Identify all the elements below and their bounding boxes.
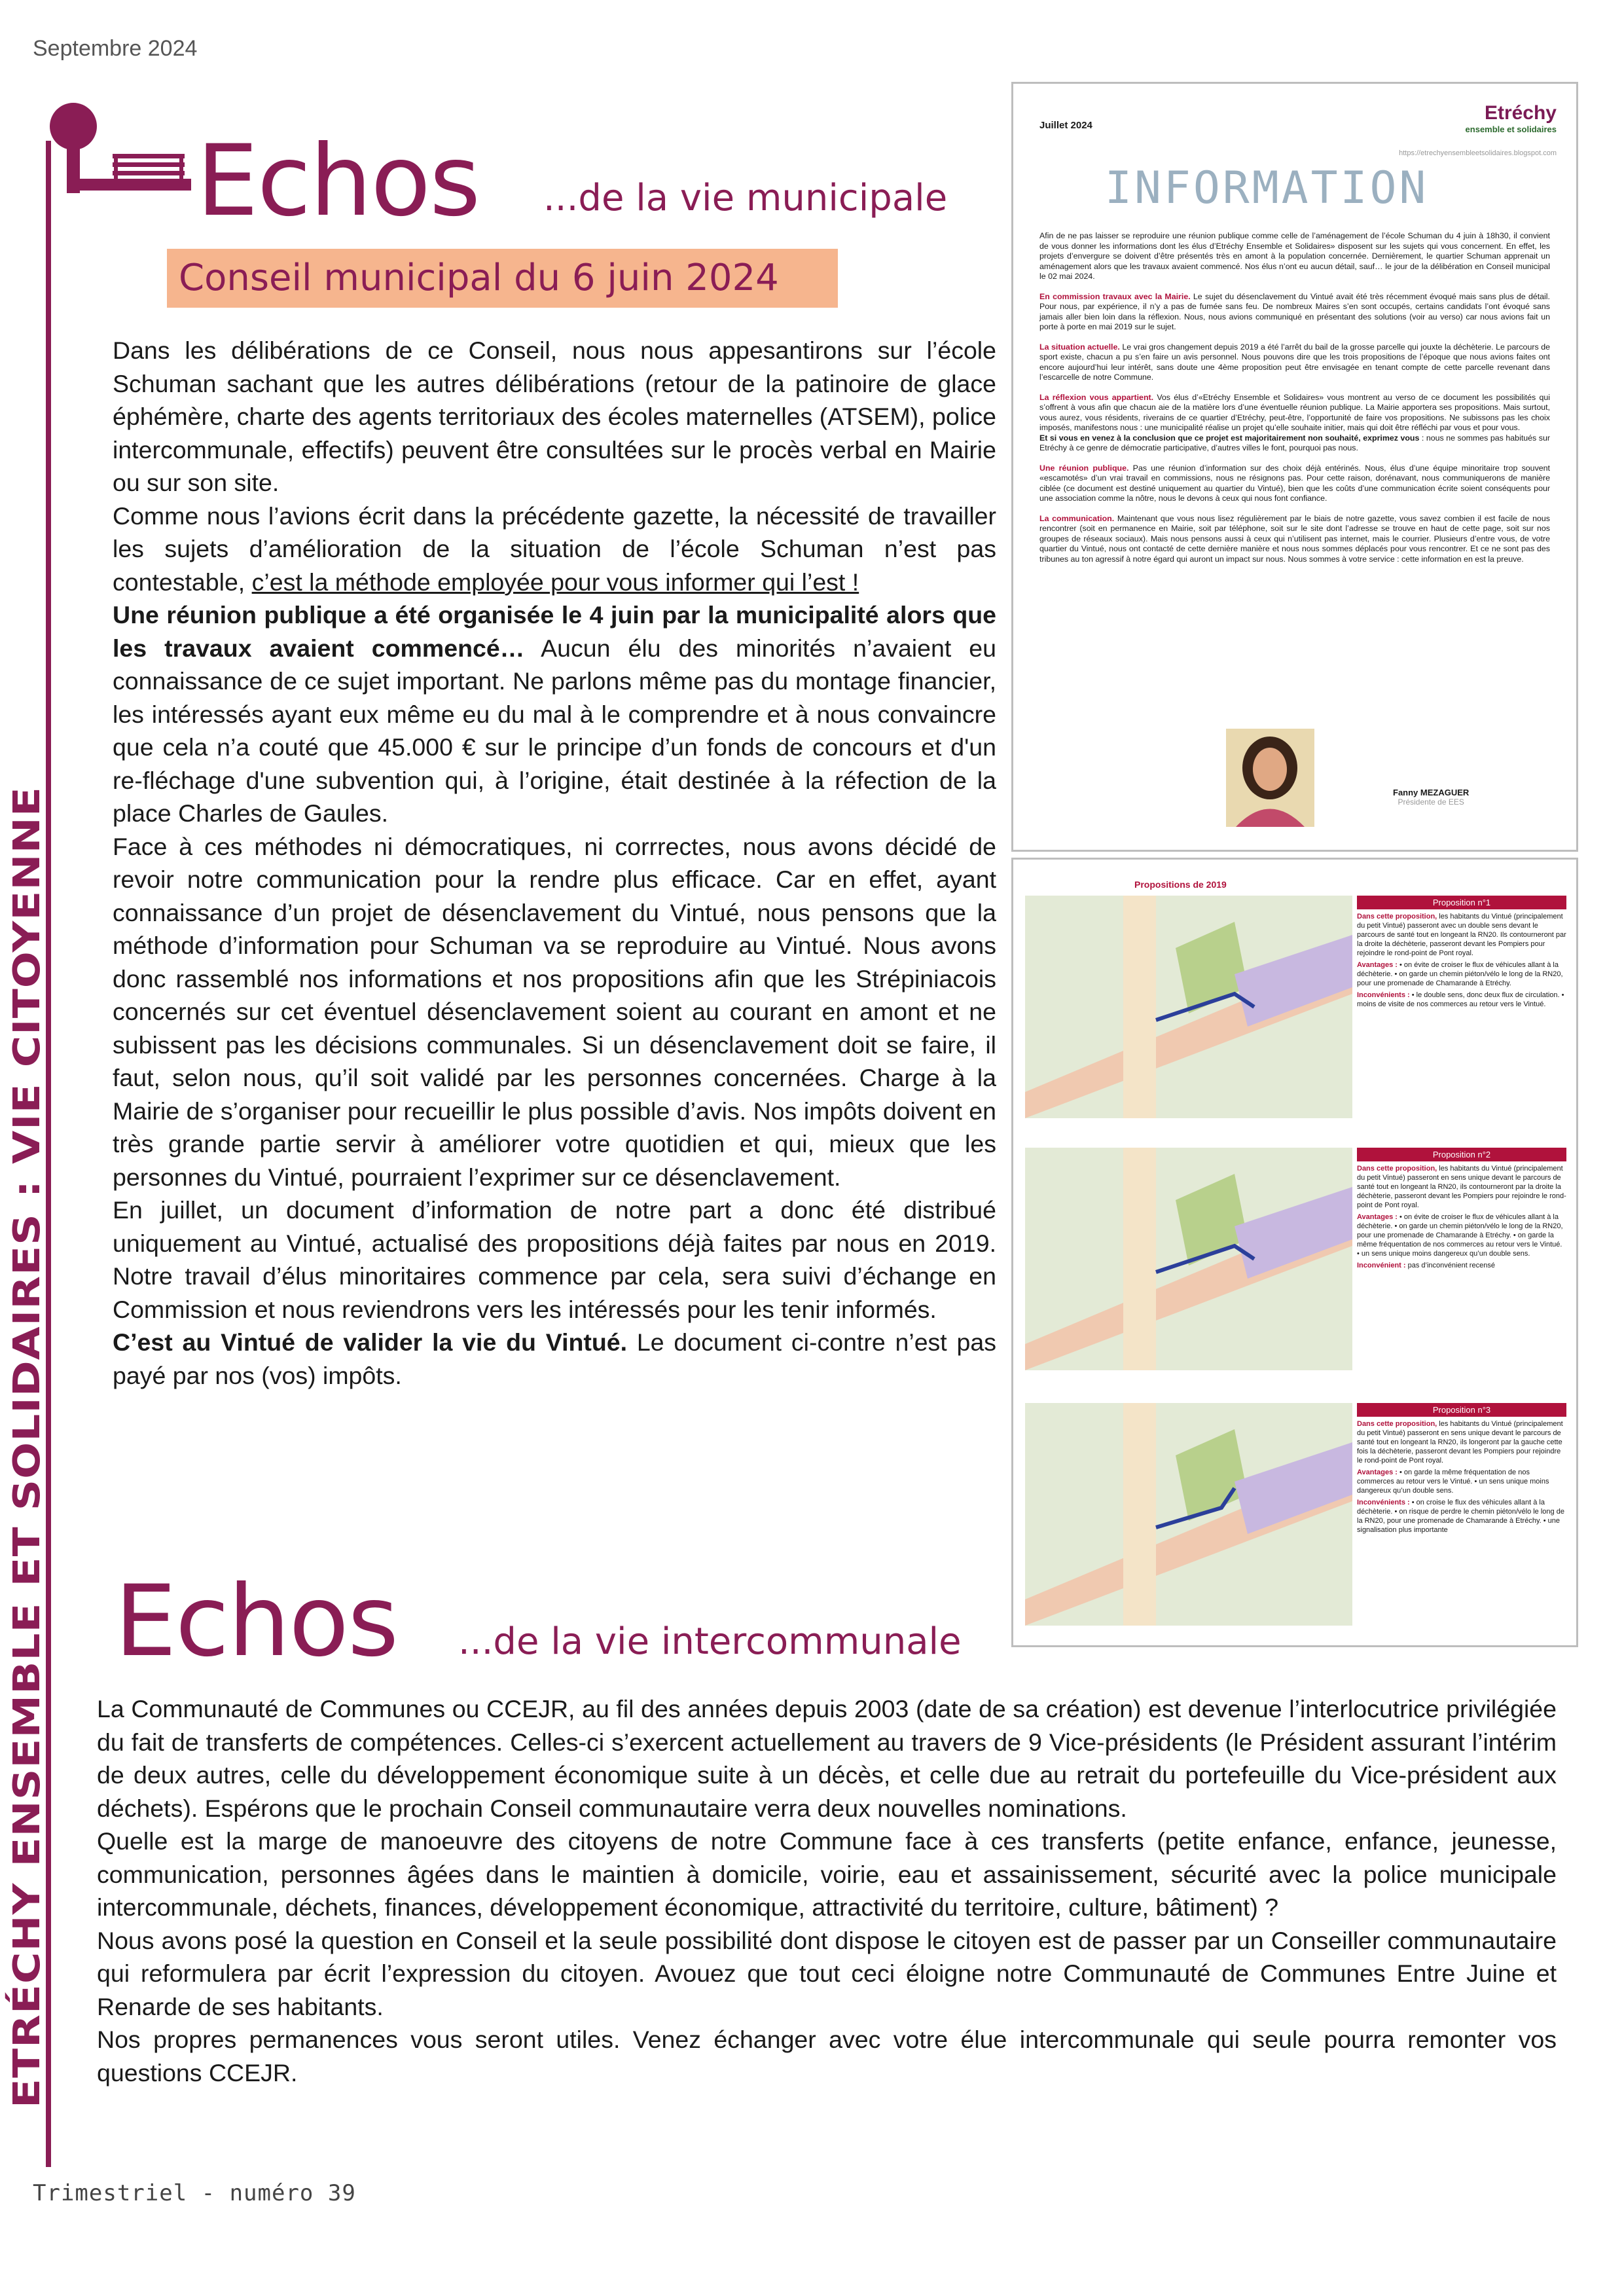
flyer-paragraph (1039, 292, 1550, 333)
flyer-paragraph (1039, 514, 1550, 565)
proposal-advantages (1357, 1468, 1566, 1495)
map-proposal-1 (1025, 896, 1352, 1118)
text-span: : nous ne sommes pas habitués sur Etréchy à ce genre de démocratie participative, d’autres villes le font, pourquoi pas nous. (1039, 433, 1550, 452)
map-proposal-3 (1025, 1403, 1352, 1626)
paragraph: Face à ces méthodes ni démocratiques, ni corrrectes, nous avons décidé de revoir notre communication pour la rendre plus efficace. Car en effet, ayant connaissance d’un projet de désenclavement du Vintué, nous pensons que la méthode d’information pour Schuman va se reproduire au Vintué. Nous avons donc rassemblé nos informations et nos propositions afin que les Strépiniacois concernés sur cet éventuel désenclavement soient au courant en amont et ne subissent pas les décisions communales. Si un désenclavement doit se faire, il faut, selon nous, qu’il soit validé par les personnes concernées. Charge à la Mairie de s’organiser pour recueillir le plus possible d’avis. Nos impôts doivent en très grande partie servir à améliorer votre quotidien et qui, mieux que les personnes du Vintué, pourraient l’exprimer sur ce désenclavement. (113, 832, 996, 1191)
text-span: • on évite de croiser le flux de véhicules allant à la déchèterie. • on garde un chemin piéton/vélo le long de la RN20, pour une promenade de Chamarande à Etréchy. • on garde la même fréquentation de nos commerces au retour vers le Vintué. • un sens unique moins dangereux qu’un double sens. (1357, 1213, 1563, 1258)
issue-date: Septembre 2024 (33, 36, 198, 61)
paragraph: Nos propres permanences vous seront utiles. Venez échanger avec votre élue intercommunale qui seule pourra remonter vos questions CCEJR. (97, 2026, 1557, 2086)
underlined-text: c’est la méthode employée pour vous informer qui l’est ! (251, 568, 859, 596)
section-title-intercommunale: Echos (115, 1565, 398, 1679)
proposals-title: Propositions de 2019 (1134, 879, 1227, 890)
proposal-1 (1357, 896, 1566, 1009)
flyer-signature (1393, 788, 1469, 807)
sidebar-vertical-title: ETRÉCHY ENSEMBLE ET SOLIDAIRES : VIE CITOYENNE (5, 786, 48, 2108)
map-proposal-2 (1025, 1148, 1352, 1370)
text-span: • le double sens, donc deux flux de circulation. • moins de visite de nos commerces au retour vers le Vintué. (1357, 991, 1564, 1008)
municipal-article (113, 334, 996, 1392)
bold-text: C’est au Vintué de valider la vie du Vintué. (113, 1328, 628, 1356)
paragraph: Dans les délibérations de ce Conseil, nous nous appesantirons sur l’école Schuman sachant que les autres délibérations (retour de la patinoire de glace éphémère, charte des agents territoriaux des écoles maternelles (ATSEM), police intercommunale, effectifs) peuvent être consultées sur le procès verbal en Mairie ou sur son site. (113, 337, 996, 496)
proposal-header: Proposition n°2 (1357, 1148, 1566, 1161)
text-span: Le sujet du désenclavement du Vintué avait été très récemment évoqué mais sans plus de détail. Pour nous, par expérience, il n’y a pas de fumée sans feu. De nombreux Maires s’en sont occupés, certains candidats l’ont évoqué sans jamais aller bien loin dans la réflexion. Nous, nous avions communiqué en présentant des solutions (voir au verso) car nous avions fait un porte à porte en mai 2019 sur le sujet. (1039, 291, 1551, 331)
bold-text: Avantages : (1357, 1213, 1398, 1221)
bold-text: Avantages : (1357, 1468, 1398, 1476)
paragraph: En juillet, un document d’information de notre part a donc été distribué uniquement au Vintué, actualisé des propositions déjà faites par nous en 2019. Notre travail d’élus minoritaires commence par cela, sera suivi d’échange en Commission et nous reviendrons vers les intéressés pour les tenir informés. (113, 1196, 996, 1323)
information-flyer (1011, 82, 1578, 852)
proposal-text (1357, 1164, 1566, 1210)
flyer-subhead: En commission travaux avec la Mairie. (1039, 291, 1191, 301)
bold-text: Et si vous en venez à la conclusion que ce projet est majoritairement non souhaité, exprimez vous (1039, 433, 1420, 443)
council-banner-text: Conseil municipal du 6 juin 2024 (179, 257, 779, 299)
flyer-heading: INFORMATION (1105, 162, 1429, 214)
text-span: Le vrai gros changement depuis 2019 a été l’arrêt du bail de la grosse parcelle qui jouxte la déchèterie. Le parcours de sport existe, chacun a pu s’en faire un avis personnel. Nous pouvons dire que les trois propositions de l’époque que nous avions faites ont encore aujourd’hui leur intérêt, sans doute une 4ème proposition peut être envisagée en tenant compte de cette parcelle revenant dans l’escarcelle de notre Commune. (1039, 342, 1551, 382)
section-subtitle-municipale: ...de la vie municipale (543, 177, 948, 219)
proposal-drawbacks (1357, 991, 1566, 1009)
portrait-photo (1226, 729, 1314, 827)
text-span: les habitants du Vintué (principalement du petit Vintué) passeront en sens unique devant le parcours de santé tout en longeant la RN20, ils contourneront par la droite la déchèterie, passeront devant les Pompiers pour rejoindre le rond-point de Pont royal. (1357, 1165, 1566, 1209)
flyer-subhead: Une réunion publique. (1039, 463, 1129, 473)
proposal-header: Proposition n°3 (1357, 1403, 1566, 1417)
text-span: pas d’inconvénient recensé (1407, 1262, 1495, 1269)
council-banner (167, 249, 838, 308)
bold-text: Inconvénients : (1357, 1499, 1410, 1506)
paragraph (113, 1326, 996, 1392)
flyer-subhead: La réflexion vous appartient. (1039, 392, 1154, 402)
bold-text: Dans cette proposition, (1357, 913, 1437, 920)
flyer-subhead: La communication. (1039, 513, 1115, 523)
proposal-advantages (1357, 1212, 1566, 1258)
paragraph (113, 598, 996, 830)
proposal-text (1357, 1419, 1566, 1465)
paragraph: Nous avons posé la question en Conseil et la seule possibilité dont dispose le citoyen est de passer par un Conseiller communautaire qui reformulera par écrit l’expression du citoyen. Avouez que tout ceci éloigne notre Communauté de Communes Entre Juine et Renarde de ses habitants. (97, 1926, 1557, 2020)
flyer-paragraph (1039, 464, 1550, 504)
proposal-advantages (1357, 960, 1566, 988)
proposal-3 (1357, 1403, 1566, 1535)
flyer-date: Juillet 2024 (1039, 120, 1092, 131)
intercommunal-article (97, 1692, 1557, 2089)
flyer-paragraph (1039, 393, 1550, 454)
text-span: Vos élus d’«Etréchy Ensemble et Solidaires» vous montrent au verso de ce document les possibilités qui s’offrent à vous afin que chacun aie de la matière lors d’une éventuelle réunion publique. La Mairie apportera ses propositions. Mais surtout, vous aurez, vous résidents, riverains de ce quartier d’Etréchy, peut-être, l’opportunité de faire vos propositions. Ne subissons pas les choix imposés, manifestons nous : une municipalité réalise un projet qu’elle souhaite initier, mais qui doit être réfléchi par vous et pour vous. (1039, 392, 1550, 432)
bold-text: Dans cette proposition, (1357, 1165, 1437, 1173)
text-span: Comme nous l’avions écrit dans la précédente gazette, la nécessité de travailler les sujets d’amélioration de la situation de l’école Schuman n’est pas contestable, (113, 501, 996, 596)
flyer-body (1039, 231, 1550, 574)
flyer-brand (1466, 102, 1557, 134)
paragraph (113, 500, 996, 599)
bold-text: Inconvénient : (1357, 1262, 1406, 1269)
bold-text: Une réunion publique a été organisée le 4 juin par la municipalité alors que les travaux avaient commencé… (113, 601, 996, 662)
issue-footer: Trimestriel - numéro 39 (33, 2180, 356, 2206)
flyer-subhead: La situation actuelle. (1039, 342, 1120, 352)
text-span: • on croise le flux des véhicules allant à la déchèterie. • on risque de perdre le chemin piéton/vélo le long de la RN20, pour une promenade de Chamarande à Etréchy. • une signalisation plus importante (1357, 1499, 1564, 1534)
text-span: Maintenant que vous nous lisez régulièrement par le biais de notre gazette, vous savez combien il est facile de nous rencontrer (soit en permanence en Mairie, soit par téléphone, soit sur le site dont l’adresse se trouve en haut de cette page, soit sur nos groupes de réseaux sociaux). Mais nous pensons aussi à ceux qui n’utilisent pas internet, mais le courrier. Plusieurs d’entre vous, de votre quartier du Vintué, nous ont contacté de cette dernière manière et nous nous sommes déplacés pour vous rencontrer. Et ce ne sont pas des tribunes au ton agressif à notre égard qui auront un impact sur nous. Nous sommes à votre service : cette information en est la preuve. (1039, 513, 1550, 564)
signer-role: Présidente de EES (1398, 797, 1464, 807)
bold-text: Inconvénients : (1357, 991, 1410, 999)
text-span: Le document ci-contre n’est pas payé par nos (vos) impôts. (113, 1328, 996, 1389)
section-subtitle-intercommunale: ...de la vie intercommunale (458, 1620, 962, 1663)
proposal-2 (1357, 1148, 1566, 1270)
proposal-text (1357, 912, 1566, 958)
paragraph: La Communauté de Communes ou CCEJR, au fil des années depuis 2003 (date de sa création) est devenue l’interlocutrice privilégiée du fait de transferts de compétences. Celles-ci s’exercent actuellement au travers de 9 Vice-présidents (le Président assurant l’intérim de deux autres, celle du développement économique suite à un décès, et celle due au retrait du portefeuille du Vice-président aux déchets). Espérons que le prochain Conseil communautaire verra deux nouvelles nominations. (97, 1695, 1557, 1822)
flyer-paragraph: Afin de ne pas laisser se reproduire une réunion publique comme celle de l’aménagement de l’école Schuman du 4 juin à 18h30, il convient de vous donner les informations dont les élus d’Etréchy Ensemble et Solidaires» disposent sur les sujets qui vous concernent. En effet, les projets d’envergure se doivent d’être présentés très en amont à la population concernée. Dernièrement, le quartier Schuman apprenait un aménagement alors que les travaux avaient commencé. Nos élus n’ont eu aucun détail, sauf… le jour de la délibération en Conseil municipal le 02 mai 2024. (1039, 231, 1550, 281)
flyer-brand-sub: ensemble et solidaires (1465, 124, 1557, 134)
text-span: les habitants du Vintué (principalement du petit Vintué) passeront avec un double sens devant le parcours de santé tout en longeant la RN20. Ils contourneront par la droite la déchèterie, passeront devant les Pompiers pour rejoindre le rond-point de Pont royal. (1357, 913, 1566, 957)
section-title-municipale: Echos (196, 124, 480, 238)
signer-name: Fanny MEZAGUER (1393, 788, 1470, 797)
text-span: Aucun élu des minorités n’avaient eu connaissance de ce sujet important. Ne parlons même pas du montage financier, les intéressés ayant eux même eu du mal à le comprendre et à nous convaincre que cela n’a couté que 45.000 € sur le principe d’un fonds de concours et d'un re-fléchage d'une subvention qui, à l’origine, était destinée à la réfection de la place Charles de Gaules. (113, 634, 996, 827)
bold-text: Dans cette proposition, (1357, 1420, 1437, 1428)
proposals-panel (1011, 858, 1578, 1647)
bench-logo-icon (41, 101, 191, 193)
proposal-header: Proposition n°1 (1357, 896, 1566, 909)
flyer-url: https://etrechyensembleetsolidaires.blogspot.com (1399, 149, 1557, 157)
text-span: • on évite de croiser le flux de véhicules allant à la déchèterie. • on garde un chemin piéton/vélo le long de la RN20, pour une promenade de Chamarande à Etréchy. (1357, 961, 1563, 987)
flyer-paragraph (1039, 342, 1550, 383)
proposal-drawbacks (1357, 1261, 1566, 1270)
bold-text: Avantages : (1357, 961, 1398, 969)
proposal-drawbacks (1357, 1498, 1566, 1535)
paragraph: Quelle est la marge de manoeuvre des citoyens de notre Commune face à ces transferts (petite enfance, enfance, jeunesse, communication, personnes âgées dans le maintien à domicile, voirie, eau et assainissement, sécurité avec la police municipale intercommunale, déchets, finances, développement économique, attractivité du territoire, culture, bâtiment) ? (97, 1827, 1557, 1921)
flyer-brand-name: Etréchy (1484, 102, 1557, 124)
text-span: les habitants du Vintué (principalement du petit Vintué) passeront en sens unique devant le parcours de santé tout en longeant la RN20, ils longeront par la gauche cette fois la déchèterie, passeront devant les Pompiers pour rejoindre le rond-point de Pont royal. (1357, 1420, 1563, 1465)
text-span: Pas une réunion d’information sur des choix déjà entérinés. Nous, élus d’une équipe minoritaire trop souvent «escamotés» d’un vrai travail en commissions, nous ne résignons pas. Pour cette raison, dorénavant, nous communiquerons de manière ciblée (ce document est destiné uniquement au quartier du Vintué), bien que les coûts d’une communication écrite soient conséquents pour une association comme la nôtre, nous le devons à ceux qui nous font confiance. (1039, 463, 1550, 503)
text-span: • on garde la même fréquentation de nos commerces au retour vers le Vintué. • un sens unique moins dangereux qu’un double sens. (1357, 1468, 1549, 1495)
